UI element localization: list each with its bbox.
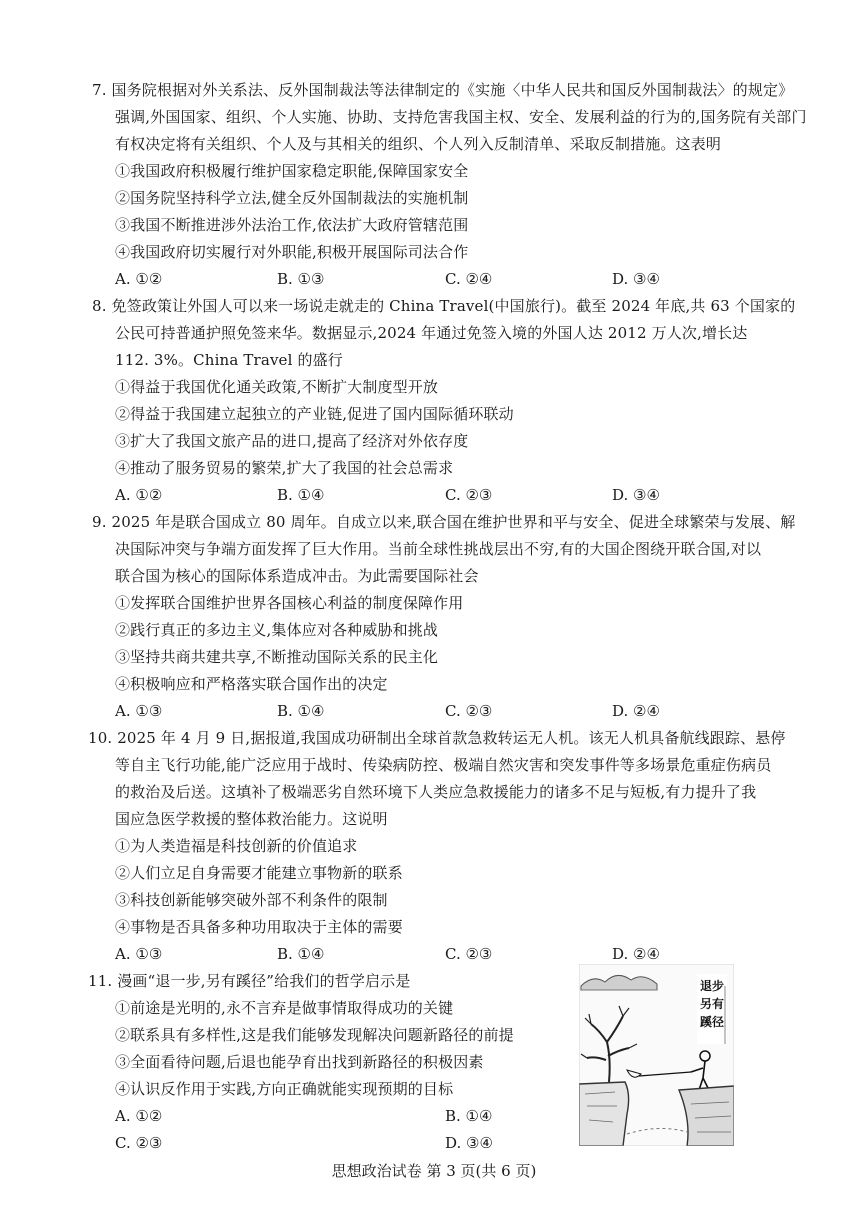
q7-choice-d: D. ③④ [612,270,660,288]
q10-choice-b: B. ①④ [277,945,325,963]
q10-option-2: ②人们立足自身需要才能建立事物新的联系 [115,864,403,882]
q9-stem-line-3: 联合国为核心的国际体系造成冲击。为此需要国际社会 [115,567,479,585]
q8-choice-a: A. ①② [115,486,163,504]
svg-text:另有: 另有 [700,997,725,1011]
q8-choice-b: B. ①④ [277,486,325,504]
q8-stem-line-1: 8. 免签政策让外国人可以来一场说走就走的 China Travel(中国旅行)。截至 2024 年底,共 63 个国家的 [92,297,796,315]
q10-option-1: ①为人类造福是科技创新的价值追求 [115,837,358,855]
q9-option-4: ④积极响应和严格落实联合国作出的决定 [115,675,388,693]
q9-option-3: ③坚持共商共建共享,不断推动国际关系的民主化 [115,648,439,666]
q9-option-2: ②践行真正的多边主义,集体应对各种威胁和挑战 [115,621,439,639]
q8-choice-d: D. ③④ [612,486,660,504]
q8-choice-c: C. ②③ [445,486,493,504]
page-footer: 思想政治试卷 第 3 页(共 6 页) [331,1162,537,1180]
q8-option-3: ③扩大了我国文旅产品的进口,提高了经济对外依存度 [115,432,469,450]
q8-option-4: ④推动了服务贸易的繁荣,扩大了我国的社会总需求 [115,459,454,477]
q11-choice-d: D. ③④ [445,1134,493,1152]
q10-option-4: ④事物是否具备多种功用取决于主体的需要 [115,918,403,936]
q10-choice-c: C. ②③ [445,945,493,963]
q7-stem-line-3: 有权决定将有关组织、个人及与其相关的组织、个人列入反制清单、采取反制措施。这表明 [115,135,722,153]
q8-option-1: ①得益于我国优化通关政策,不断扩大制度型开放 [115,378,439,396]
q10-stem-line-4: 国应急医学救援的整体救治能力。这说明 [115,810,388,828]
q11-option-4: ④认识反作用于实践,方向正确就能实现预期的目标 [115,1080,454,1098]
q11-choice-b: B. ①④ [445,1107,493,1125]
q9-option-1: ①发挥联合国维护世界各国核心利益的制度保障作用 [115,594,464,612]
q11-choice-a: A. ①② [115,1107,163,1125]
q9-stem-line-1: 9. 2025 年是联合国成立 80 周年。自成立以来,联合国在维护世界和平与安全、促进全球繁荣与发展、解 [92,513,796,531]
q7-choice-b: B. ①③ [277,270,325,288]
q11-choice-c: C. ②③ [115,1134,163,1152]
q11-option-3: ③全面看待问题,后退也能孕育出找到新路径的积极因素 [115,1053,484,1071]
q9-stem-line-2: 决国际冲突与争端方面发挥了巨大作用。当前全球性挑战层出不穷,有的大国企图绕开联合国,对以 [115,540,762,558]
q7-option-4: ④我国政府切实履行对外职能,积极开展国际司法合作 [115,243,469,261]
svg-text:蹊径: 蹊径 [700,1015,725,1029]
q10-stem-line-3: 的救治及后送。这填补了极端恶劣自然环境下人类应急救援能力的诸多不足与短板,有力提升了我 [115,783,757,801]
q9-choice-a: A. ①③ [115,702,163,720]
q8-option-2: ②得益于我国建立起独立的产业链,促进了国内国际循环联动 [115,405,514,423]
q11-option-2: ②联系具有多样性,这是我们能够发现解决问题新路径的前提 [115,1026,514,1044]
q7-option-2: ②国务院坚持科学立法,健全反外国制裁法的实施机制 [115,189,469,207]
cartoon-drawing [579,964,734,1146]
q7-option-1: ①我国政府积极履行维护国家稳定职能,保障国家安全 [115,162,469,180]
q8-stem-line-2: 公民可持普通护照免签来华。数据显示,2024 年通过免签入境的外国人达 2012 万人次,增长达 [115,324,748,342]
q7-choice-a: A. ①② [115,270,163,288]
q10-choice-a: A. ①③ [115,945,163,963]
svg-text:退步: 退步 [700,979,725,993]
q9-choice-c: C. ②③ [445,702,493,720]
q10-option-3: ③科技创新能够突破外部不利条件的限制 [115,891,388,909]
calligraphy-caption [697,974,727,1044]
cartoon-ink-illustration-icon [579,964,734,1146]
q7-choice-c: C. ②④ [445,270,493,288]
q10-stem-line-1: 10. 2025 年 4 月 9 日,据报道,我国成功研制出全球首款急救转运无人机。该无人机具备航线跟踪、悬停 [88,729,786,747]
q8-stem-line-3: 112. 3%。China Travel 的盛行 [115,351,343,369]
q11-stem-line-1: 11. 漫画“退一步,另有蹊径”给我们的哲学启示是 [88,972,411,990]
q7-option-3: ③我国不断推进涉外法治工作,依法扩大政府管辖范围 [115,216,469,234]
q7-stem-line-1: 7. 国务院根据对外关系法、反外国制裁法等法律制定的《实施〈中华人民共和国反外国制裁法〉的规定》 [92,81,794,99]
q10-stem-line-2: 等自主飞行功能,能广泛应用于战时、传染病防控、极端自然灾害和突发事件等多场景危重症伤病员 [115,756,772,774]
q7-stem-line-2: 强调,外国国家、组织、个人实施、协助、支持危害我国主权、安全、发展利益的行为的,国务院有关部门 [115,108,807,126]
q9-choice-b: B. ①④ [277,702,325,720]
q11-option-1: ①前途是光明的,永不言弃是做事情取得成功的关键 [115,999,454,1017]
q10-choice-d: D. ②④ [612,945,660,963]
q9-choice-d: D. ②④ [612,702,660,720]
